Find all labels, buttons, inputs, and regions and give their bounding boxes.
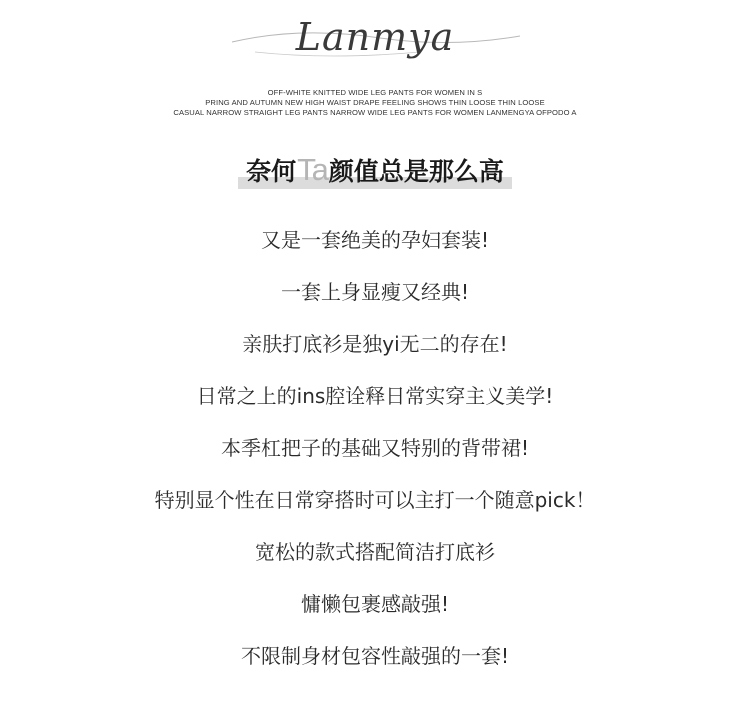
body-line: 本季杠把子的基础又特别的背带裙!	[220, 436, 530, 460]
body-line: 日常之上的ins腔诠释日常实穿主义美学!	[196, 384, 554, 408]
logo-text: Lanmya	[295, 15, 455, 59]
body-line: 宽松的款式搭配简洁打底衫	[255, 540, 495, 564]
subtitle-line: OFF-WHITE KNITTED WIDE LEG PANTS FOR WOMEN IN S	[267, 88, 483, 97]
body-line: 特别显个性在日常穿搭时可以主打一个随意pick！	[154, 488, 596, 512]
headline-text	[242, 150, 508, 192]
body-line: 不限制身材包容性敲强的一套!	[240, 644, 510, 668]
body-line: 亲肤打底衫是独yi无二的存在!	[242, 332, 508, 356]
headline-before: 奈何	[246, 157, 297, 186]
body-line: 一套上身显瘦又经典!	[280, 280, 470, 304]
subtitle-line: PRING AND AUTUMN NEW HIGH WAIST DRAPE FEELING SHOWS THIN LOOSE THIN LOOSE	[205, 98, 545, 107]
product-subtitle	[0, 88, 750, 118]
headline-highlight: Ta	[297, 152, 328, 187]
body-line: 又是一套绝美的孕妇套装!	[260, 228, 490, 252]
body-line: 慵懒包裹感敲强!	[300, 592, 450, 616]
subtitle-line: CASUAL NARROW STRAIGHT LEG PANTS NARROW WIDE LEG PANTS FOR WOMEN LANMENGYA OFPODO A	[173, 108, 577, 117]
headline	[0, 150, 750, 192]
headline-after: 颜值总是那么高	[328, 157, 504, 186]
brand-logo	[0, 8, 750, 68]
